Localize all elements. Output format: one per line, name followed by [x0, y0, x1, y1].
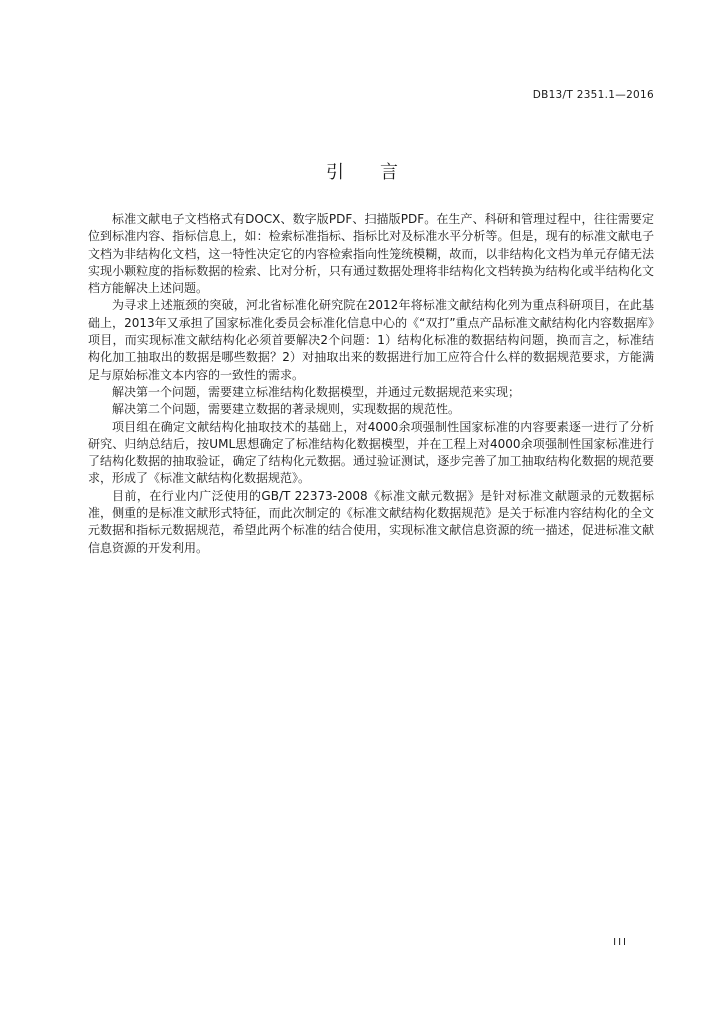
page-number: III — [613, 937, 628, 948]
paragraph: 标准文献电子文档格式有DOCX、数字版PDF、扫描版PDF。在生产、科研和管理过程中，往往需要定位到标准内容、指标信息上，如：检索标准指标、指标比对及标准水平分析等。但是，现有的标准文献电子文档为非结构化文档，这一特性决定它的内容检索指向性笼统模糊，故而，以非结构化文档为单元存储无法实现小颗粒度的指标数据的检索、比对分析，只有通过数据处理将非结构化文档转换为结构化或半结构化文档方能解决上述问题。 — [88, 212, 654, 296]
paragraph: 项目组在确定文献结构化抽取技术的基础上，对4000余项强制性国家标准的内容要素逐一进行了分析研究、归纳总结后，按UML思想确定了标准结构化数据模型，并在工程上对4000余项强制性国家标准进行了结构化数据的抽取验证，确定了结构化元数据。通过验证测试，逐步完善了加工抽取结构化数据的规范要求，形成了《标准文献结构化数据规范》。 — [88, 419, 654, 486]
section-title: 引言 — [326, 162, 434, 183]
paragraph: 解决第二个问题，需要建立数据的著录规则，实现数据的规范性。 — [112, 402, 461, 417]
document-code: DB13/T 2351.1—2016 — [532, 89, 654, 101]
paragraph: 为寻求上述瓶颈的突破，河北省标准化研究院在2012年将标准文献结构化列为重点科研项目，在此基础上，2013年又承担了国家标准化委员会标准化信息中心的《“双打”重点产品标准文献结构化内容数据库》项目，而实现标准文献结构化必须首要解决2个问题：1）结构化标准的数据结构问题，换而言之，标准结构化加工抽取出的数据是哪些数据？2）对抽取出来的数据进行加工应符合什么样的数据规范要求，方能满足与原始标准文本内容的一致性的需求。 — [88, 298, 654, 382]
body-text — [88, 211, 654, 557]
paragraph: 目前，在行业内广泛使用的GB/T 22373-2008《标准文献元数据》是针对标准文献题录的元数据标准，侧重的是标准文献形式特征，而此次制定的《标准文献结构化数据规范》是关于标准内容结构化的全文元数据和指标元数据规范，希望此两个标准的结合使用，实现标准文献信息资源的统一描述，促进标准文献信息资源的开发利用。 — [88, 488, 654, 555]
paragraph: 解决第一个问题，需要建立标准结构化数据模型，并通过元数据规范来实现； — [112, 384, 521, 399]
